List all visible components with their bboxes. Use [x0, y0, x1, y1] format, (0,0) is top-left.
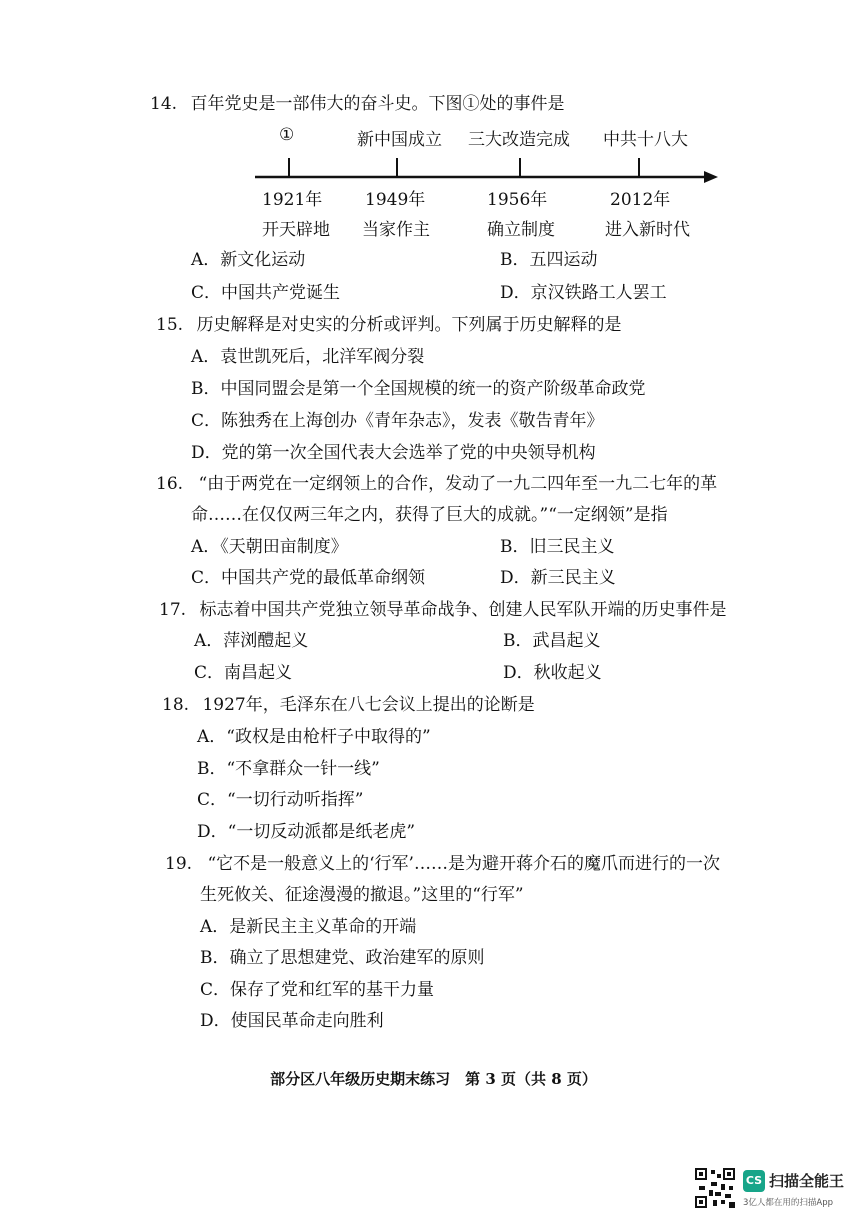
question-17-stem — [159, 599, 726, 621]
timeline-event-desc: 开天辟地 — [262, 220, 330, 240]
timeline-event-desc: 确立制度 — [487, 220, 555, 240]
option-c[interactable]: C．陈独秀在上海创办《青年杂志》，发表《敬告青年》 — [191, 411, 604, 431]
question-number: 17. — [159, 600, 187, 620]
qr-code-icon — [695, 1168, 735, 1208]
option-c[interactable]: C．保存了党和红军的基干力量 — [200, 980, 435, 1000]
timeline-event-year: 1956年 — [487, 190, 548, 210]
option-b[interactable]: B．中国同盟会是第一个全国规模的统一的资产阶级革命政党 — [191, 379, 646, 399]
option-c[interactable]: C．中国共产党诞生 — [191, 283, 341, 303]
question-number: 16. — [156, 474, 184, 494]
timeline-event-desc: 当家作主 — [362, 220, 430, 240]
question-number: 14. — [150, 94, 178, 114]
question-text: 百年党史是一部伟大的奋斗史。下图①处的事件是 — [190, 94, 565, 114]
option-a[interactable]: A．是新民主主义革命的开端 — [200, 917, 417, 937]
timeline-event-label: 新中国成立 — [357, 130, 442, 150]
option-c[interactable]: C．“一切行动听指挥” — [197, 790, 364, 810]
timeline-event-label: 三大改造完成 — [468, 130, 570, 150]
option-d[interactable]: D．“一切反动派都是纸老虎” — [197, 822, 416, 842]
question-16-stem — [156, 473, 717, 495]
question-number: 18. — [162, 695, 190, 715]
option-b[interactable]: B．确立了思想建党、政治建军的原则 — [200, 948, 485, 968]
option-a[interactable]: A．“政权是由枪杆子中取得的” — [197, 727, 431, 747]
question-19-stem — [165, 853, 720, 875]
scanner-logo-icon: CS — [743, 1170, 765, 1192]
option-d[interactable]: D．京汉铁路工人罢工 — [500, 283, 667, 303]
question-15-stem — [156, 314, 621, 336]
timeline-event-year: 1921年 — [262, 190, 323, 210]
question-number: 15. — [156, 315, 184, 335]
timeline-event-year: 2012年 — [610, 190, 671, 210]
option-d[interactable]: D．新三民主义 — [500, 568, 616, 588]
timeline-event-label: ① — [279, 125, 295, 145]
option-a[interactable]: A．萍浏醴起义 — [194, 631, 309, 651]
option-a[interactable]: A．《天朝田亩制度》 — [191, 537, 348, 557]
scanner-watermark — [695, 1168, 855, 1214]
question-text: 历史解释是对史实的分析或评判。下列属于历史解释的是 — [196, 315, 622, 335]
option-b[interactable]: B．五四运动 — [500, 250, 598, 270]
question-text: “它不是一般意义上的‘行军’……是为避开蒋介石的魔爪而进行的一次 — [207, 854, 720, 874]
timeline-arrow-icon — [704, 171, 718, 183]
option-d[interactable]: D．使国民革命走向胜利 — [200, 1011, 384, 1031]
page-footer: 部分区八年级历史期末练习 第 3 页（共 8 页） — [270, 1070, 597, 1088]
timeline-event-label: 中共十八大 — [603, 130, 688, 150]
question-18-stem — [162, 694, 535, 716]
scanner-app-name: 扫描全能王 — [769, 1172, 845, 1190]
option-c[interactable]: C．中国共产党的最低革命纲领 — [191, 568, 426, 588]
option-b[interactable]: B．“不拿群众一针一线” — [197, 759, 380, 779]
question-text: 标志着中国共产党独立领导革命战争、创建人民军队开端的历史事件是 — [199, 600, 727, 620]
option-b[interactable]: B．旧三民主义 — [500, 537, 615, 557]
timeline-event-year: 1949年 — [365, 190, 426, 210]
timeline-event-desc: 进入新时代 — [605, 220, 690, 240]
option-a[interactable]: A．新文化运动 — [191, 250, 306, 270]
option-a[interactable]: A．袁世凯死后，北洋军阀分裂 — [191, 347, 425, 367]
question-text: “由于两党在一定纲领上的合作，发动了一九二四年至一九二七年的革 — [198, 474, 718, 494]
question-number: 19. — [165, 854, 193, 874]
question-16-stem-cont: 命……在仅仅两三年之内，获得了巨大的成就。”“一定纲领”是指 — [191, 505, 668, 525]
option-d[interactable]: D．党的第一次全国代表大会选举了党的中央领导机构 — [191, 443, 596, 463]
option-b[interactable]: B．武昌起义 — [503, 631, 601, 651]
option-c[interactable]: C．南昌起义 — [194, 663, 293, 683]
question-text: 1927年，毛泽东在八七会议上提出的论断是 — [202, 695, 535, 715]
option-d[interactable]: D．秋收起义 — [503, 663, 602, 683]
question-19-stem-cont: 生死攸关、征途漫漫的撤退。”这里的“行军” — [200, 885, 524, 905]
scanner-tagline: 3亿人都在用的扫描App — [743, 1198, 834, 1208]
